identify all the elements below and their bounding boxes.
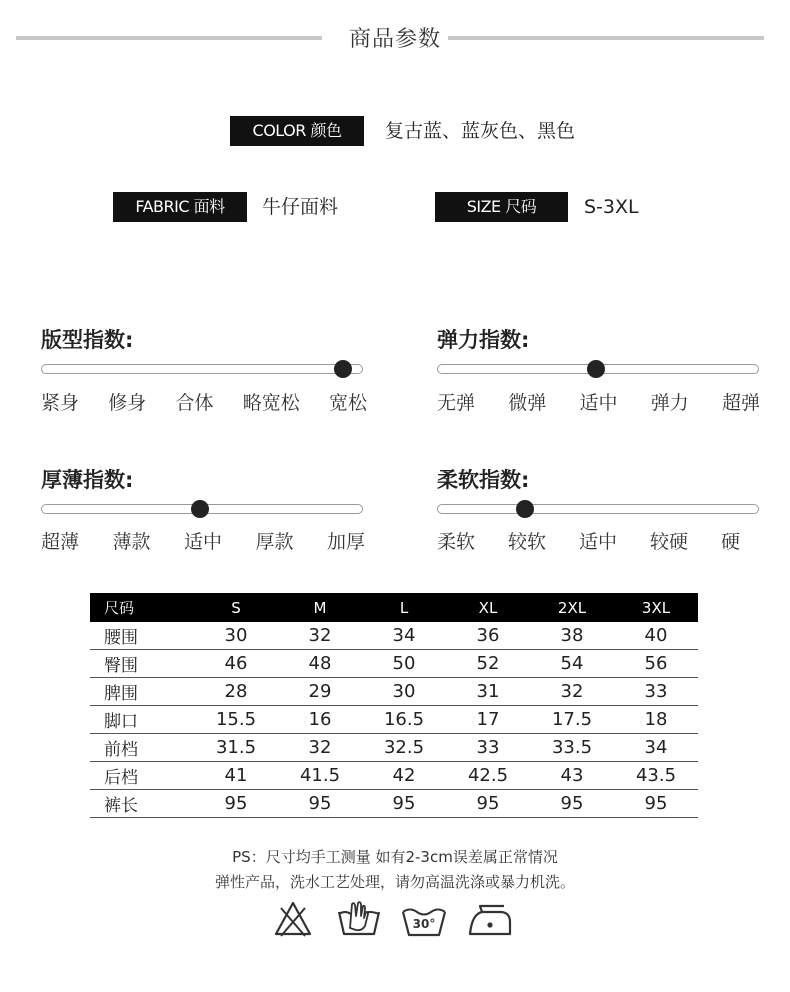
stretch-option: 弹力 (650, 392, 689, 414)
thickness-option: 适中 (183, 531, 222, 553)
thickness-index-options (41, 527, 365, 554)
size-value: S-3XL (584, 196, 639, 218)
size-table-row (90, 762, 698, 790)
header-cell: M (278, 593, 362, 622)
measurement-value: 95 (614, 790, 698, 818)
measurement-label: 前档 (90, 734, 194, 762)
fit-index-track (41, 364, 363, 374)
measurement-value: 36 (446, 622, 530, 650)
softness-index-options (437, 527, 740, 554)
wash-30-icon (400, 900, 448, 940)
measurement-value: 30 (194, 622, 278, 650)
measurement-label: 脚口 (90, 706, 194, 734)
fit-option: 宽松 (328, 392, 367, 414)
thickness-index-title: 厚薄指数: (41, 468, 134, 492)
stretch-option: 无弹 (437, 392, 476, 414)
size-tag: SIZE 尺码 (435, 192, 568, 222)
measurement-label: 裤长 (90, 790, 194, 818)
fit-option: 紧身 (41, 392, 80, 414)
fit-index-marker (334, 360, 352, 378)
thickness-index-marker (191, 500, 209, 518)
measurement-label: 后档 (90, 762, 194, 790)
softness-index-track (437, 504, 759, 514)
fit-option: 合体 (175, 392, 214, 414)
measurement-label: 脾围 (90, 678, 194, 706)
measurement-value: 29 (278, 678, 362, 706)
measurement-value: 52 (446, 650, 530, 678)
measurement-value: 56 (614, 650, 698, 678)
softness-option: 较硬 (649, 531, 688, 553)
fit-option: 略宽松 (242, 392, 300, 414)
no-bleach-icon (273, 900, 313, 938)
measurement-value: 40 (614, 622, 698, 650)
header-line-right (448, 36, 764, 40)
measurement-value: 95 (278, 790, 362, 818)
measurement-value: 33 (614, 678, 698, 706)
measurement-value: 41.5 (278, 762, 362, 790)
size-table (90, 593, 698, 818)
color-value: 复古蓝、蓝灰色、黑色 (385, 120, 576, 142)
measurement-value: 48 (278, 650, 362, 678)
thickness-option: 加厚 (326, 531, 365, 553)
stretch-index-options (437, 388, 760, 415)
header-cell: 2XL (530, 593, 614, 622)
stretch-option: 超弹 (721, 392, 760, 414)
size-table-row (90, 622, 698, 650)
size-table-row (90, 790, 698, 818)
measurement-value: 16.5 (362, 706, 446, 734)
measurement-value: 95 (530, 790, 614, 818)
stretch-index-title: 弹力指数: (437, 328, 530, 352)
header-cell: 尺码 (90, 593, 194, 622)
header-cell: S (194, 593, 278, 622)
measurement-value: 32 (530, 678, 614, 706)
measurement-label: 腰围 (90, 622, 194, 650)
softness-index-marker (516, 500, 534, 518)
measurement-value: 54 (530, 650, 614, 678)
measurement-value: 41 (194, 762, 278, 790)
fit-index-options (41, 388, 367, 415)
measurement-value: 95 (362, 790, 446, 818)
measurement-value: 31.5 (194, 734, 278, 762)
softness-option: 柔软 (437, 531, 476, 553)
measurement-value: 17 (446, 706, 530, 734)
stretch-option: 适中 (579, 392, 618, 414)
softness-option: 硬 (720, 531, 740, 553)
header-cell: 3XL (614, 593, 698, 622)
measurement-value: 32 (278, 734, 362, 762)
measurement-value: 33 (446, 734, 530, 762)
header-cell: L (362, 593, 446, 622)
measurement-value: 28 (194, 678, 278, 706)
header-cell: XL (446, 593, 530, 622)
measurement-value: 38 (530, 622, 614, 650)
measurement-value: 43.5 (614, 762, 698, 790)
measurement-value: 31 (446, 678, 530, 706)
fit-index-title: 版型指数: (41, 328, 134, 352)
hand-wash-icon (336, 900, 382, 940)
measurement-note: PS：尺寸均手工测量 如有2-3cm误差属正常情况 (232, 848, 558, 866)
measurement-value: 33.5 (530, 734, 614, 762)
size-table-header (90, 593, 698, 622)
size-table-row (90, 706, 698, 734)
measurement-value: 17.5 (530, 706, 614, 734)
measurement-value: 34 (362, 622, 446, 650)
measurement-value: 32.5 (362, 734, 446, 762)
stretch-index-marker (587, 360, 605, 378)
washing-note: 弹性产品，洗水工艺处理，请勿高温洗涤或暴力机洗。 (214, 873, 575, 891)
color-tag: COLOR 颜色 (230, 116, 364, 146)
iron-icon (466, 900, 514, 940)
measurement-value: 46 (194, 650, 278, 678)
measurement-value: 95 (446, 790, 530, 818)
measurement-value: 50 (362, 650, 446, 678)
measurement-value: 16 (278, 706, 362, 734)
measurement-value: 30 (362, 678, 446, 706)
measurement-label: 臀围 (90, 650, 194, 678)
measurement-value: 32 (278, 622, 362, 650)
softness-option: 适中 (578, 531, 617, 553)
softness-option: 较软 (507, 531, 546, 553)
thickness-option: 厚款 (255, 531, 294, 553)
measurement-value: 42.5 (446, 762, 530, 790)
fit-option: 修身 (108, 392, 147, 414)
thickness-option: 薄款 (112, 531, 151, 553)
size-table-row (90, 678, 698, 706)
size-table-row (90, 734, 698, 762)
wash-temperature: 30° (412, 917, 436, 931)
measurement-value: 34 (614, 734, 698, 762)
size-table-row (90, 650, 698, 678)
measurement-value: 42 (362, 762, 446, 790)
thickness-option: 超薄 (41, 531, 80, 553)
measurement-value: 18 (614, 706, 698, 734)
page-title: 商品参数 (348, 27, 441, 52)
stretch-option: 微弹 (508, 392, 547, 414)
softness-index-title: 柔软指数: (437, 468, 530, 492)
measurement-value: 95 (194, 790, 278, 818)
fabric-value: 牛仔面料 (262, 196, 339, 218)
fabric-tag: FABRIC 面料 (113, 192, 247, 222)
measurement-value: 43 (530, 762, 614, 790)
measurement-value: 15.5 (194, 706, 278, 734)
